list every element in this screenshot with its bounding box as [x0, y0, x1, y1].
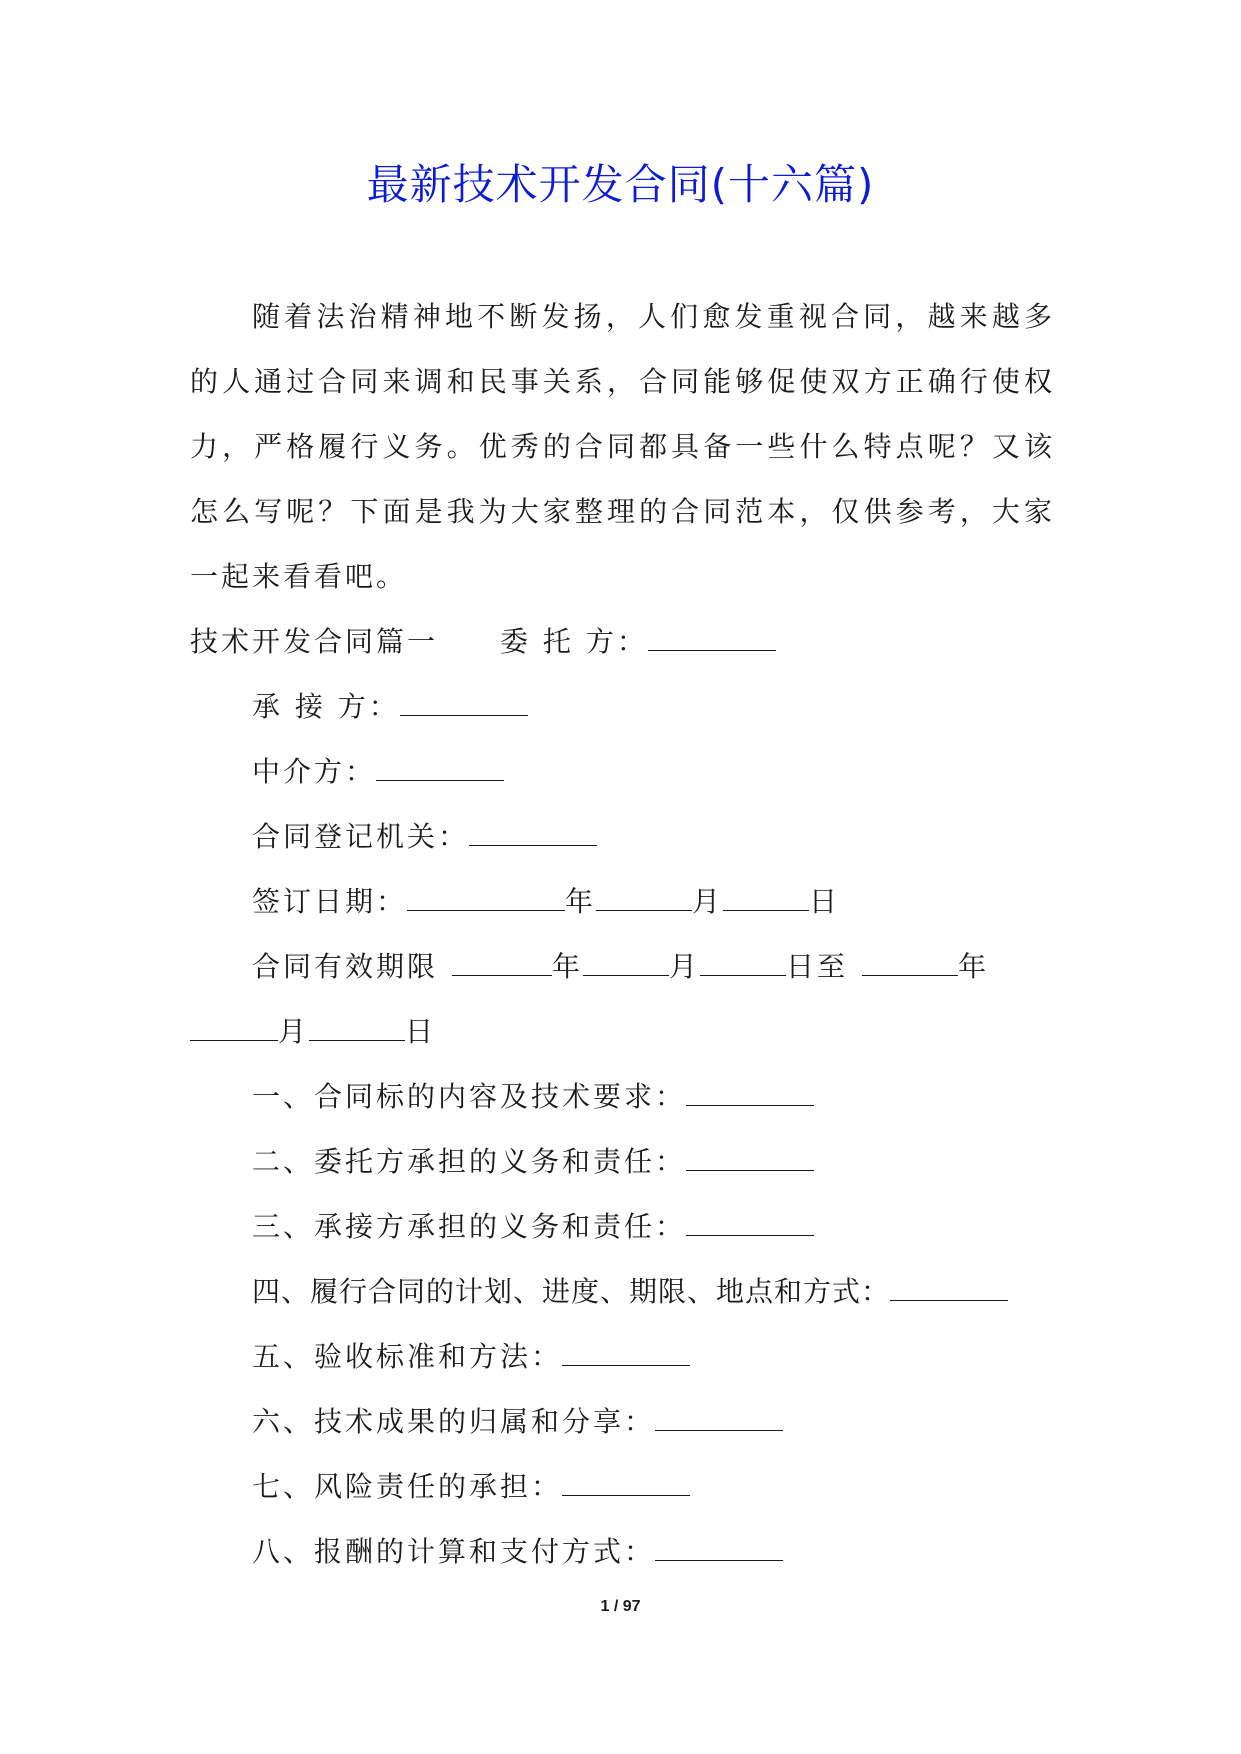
- page-indicator: 1 / 97: [600, 1598, 641, 1615]
- document-body: [190, 284, 1055, 1584]
- contractor-blank: [400, 693, 528, 716]
- item-label: 八、报酬的计算和支付方式：: [252, 1535, 656, 1568]
- validity-end-day-unit: 日: [405, 1015, 437, 1048]
- contractor-line: [190, 674, 1055, 739]
- section-heading: 技术开发合同篇一: [190, 625, 439, 658]
- intermediary-line: [190, 739, 1055, 804]
- item-line: [190, 1324, 1055, 1389]
- item-blank: [890, 1278, 1008, 1301]
- sign-date-label: 签订日期：: [252, 885, 408, 918]
- item-label: 四、履行合同的计划、进度、期限、地点和方式：: [252, 1275, 891, 1308]
- client-label: 委 托 方：: [500, 625, 648, 658]
- intro-paragraph: 随着法治精神地不断发扬，人们愈发重视合同，越来越多的人通过合同来调和民事关系，合同能够促使双方正确行使权力，严格履行义务。优秀的合同都具备一些什么特点呢？又该怎么写呢？下面是我为大家整理的合同范本，仅供参考，大家一起来看看吧。: [190, 300, 1055, 593]
- validity-end-month-blank: [190, 1018, 278, 1041]
- item-line: [190, 1259, 1055, 1324]
- document-title: 最新技术开发合同(十六篇): [366, 160, 875, 209]
- registry-blank: [469, 823, 597, 846]
- item-label: 五、验收标准和方法：: [252, 1340, 563, 1373]
- validity-start-year-unit: 年: [552, 950, 584, 983]
- item-blank: [686, 1213, 814, 1236]
- validity-start-month-unit: 月: [669, 950, 701, 983]
- item-label: 一、合同标的内容及技术要求：: [252, 1080, 687, 1113]
- contractor-label: 承 接 方：: [252, 690, 400, 723]
- validity-line: [190, 934, 1055, 1064]
- validity-start-month-blank: [583, 953, 669, 976]
- sign-year-unit: 年: [565, 885, 597, 918]
- sign-day-unit: 日: [809, 885, 841, 918]
- item-blank: [562, 1343, 690, 1366]
- item-blank: [655, 1408, 783, 1431]
- item-line: [190, 1194, 1055, 1259]
- item-blank: [655, 1538, 783, 1561]
- intermediary-blank: [376, 758, 504, 781]
- item-line: [190, 1064, 1055, 1129]
- item-line: [190, 1389, 1055, 1454]
- item-line: [190, 1519, 1055, 1584]
- item-label: 六、技术成果的归属和分享：: [252, 1405, 656, 1438]
- registry-label: 合同登记机关：: [252, 820, 470, 853]
- client-blank: [648, 628, 776, 651]
- registry-line: [190, 804, 1055, 869]
- validity-start-year-blank: [452, 953, 552, 976]
- sign-day-blank: [723, 888, 809, 911]
- validity-label: 合同有效期限: [252, 950, 439, 983]
- item-label: 二、委托方承担的义务和责任：: [252, 1145, 687, 1178]
- item-blank: [686, 1083, 814, 1106]
- item-label: 七、风险责任的承担：: [252, 1470, 563, 1503]
- item-blank: [686, 1148, 814, 1171]
- item-line: [190, 1454, 1055, 1519]
- section-heading-line: [190, 609, 1055, 674]
- validity-start-day-unit: 日至: [786, 950, 849, 983]
- item-blank: [562, 1473, 690, 1496]
- validity-end-month-unit: 月: [278, 1015, 310, 1048]
- validity-end-day-blank: [309, 1018, 405, 1041]
- validity-end-year-unit: 年: [958, 950, 990, 983]
- sign-year-blank: [407, 888, 565, 911]
- validity-end-year-blank: [862, 953, 958, 976]
- intermediary-label: 中介方：: [252, 755, 377, 788]
- validity-start-day-blank: [700, 953, 786, 976]
- sign-month-blank: [596, 888, 692, 911]
- sign-month-unit: 月: [692, 885, 724, 918]
- item-label: 三、承接方承担的义务和责任：: [252, 1210, 687, 1243]
- item-line: [190, 1129, 1055, 1194]
- sign-date-line: [190, 869, 1055, 934]
